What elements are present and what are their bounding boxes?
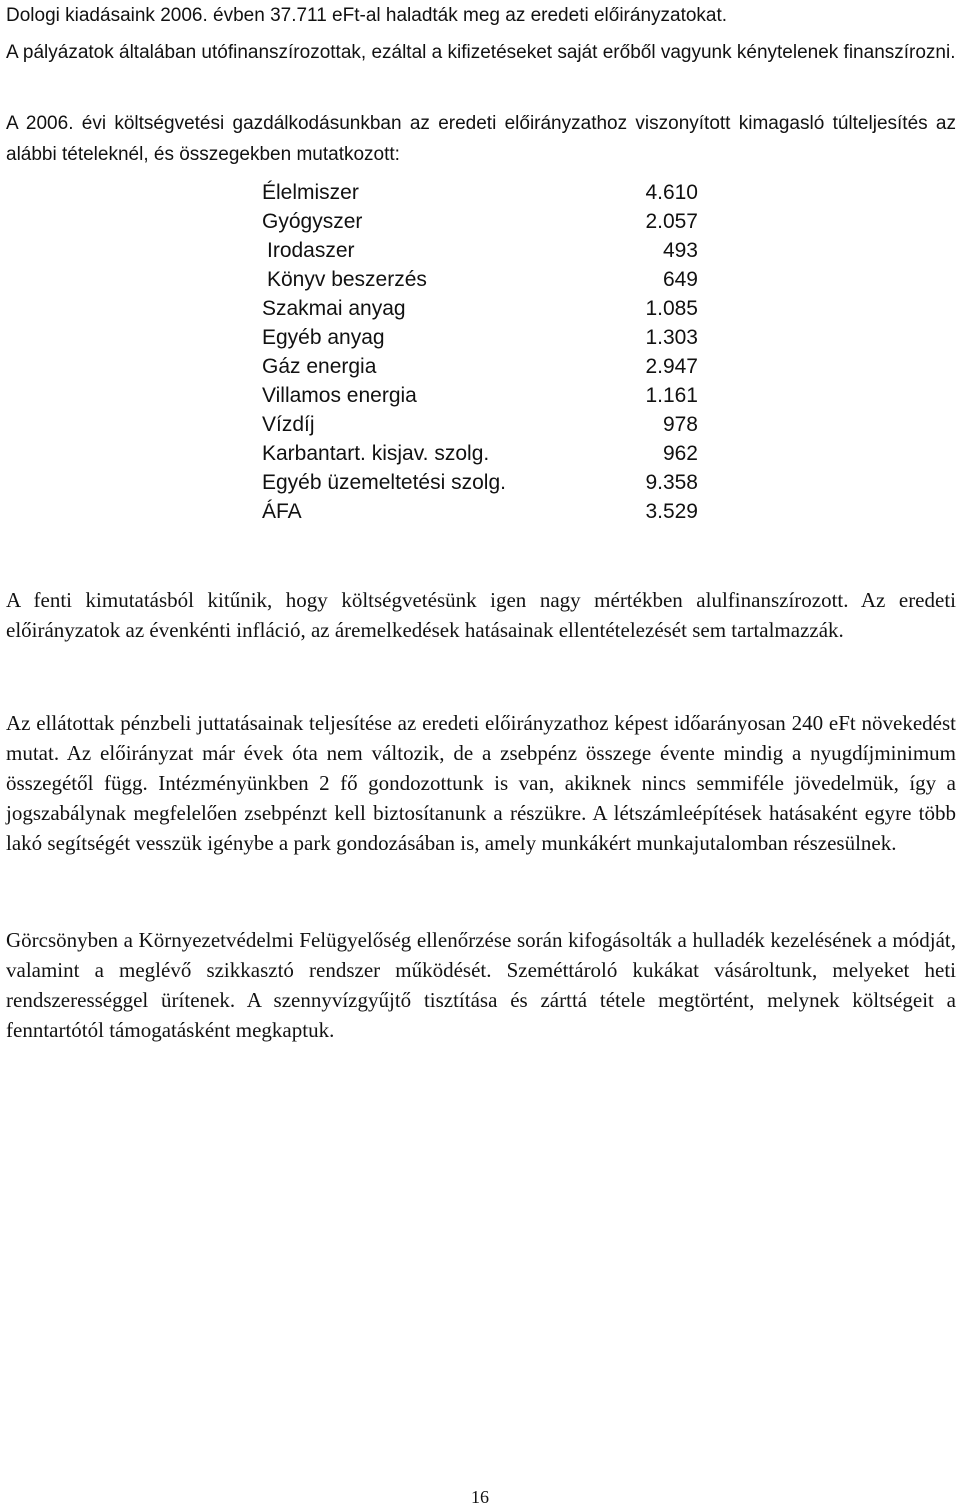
table-row [262,468,722,497]
summary-paragraph: A fenti kimutatásból kitűnik, hogy költségvetésünk igen nagy mértékben alulfinanszírozott. Az eredeti előirányzatok az évenkénti infláció, az áremelkedések hatásainak ellentételezését sem tartalmazzák. [6,588,956,642]
item-value: 4.610 [645,181,698,204]
item-label: Villamos energia [262,384,417,407]
item-value: 1.085 [645,297,698,320]
page-number: 16 [471,1487,489,1507]
expense-table [262,178,722,526]
table-row [262,294,722,323]
item-label: Egyéb üzemeltetési szolg. [262,471,506,494]
intro-line-1: Dologi kiadásaink 2006. évben 37.711 eFt-al haladták meg az eredeti előirányzatokat. [6,5,728,26]
item-label: Gyógyszer [262,210,363,233]
item-value: 9.358 [645,471,698,494]
table-row [262,265,722,294]
environment-paragraph: Görcsönyben a Környezetvédelmi Felügyelőség ellenőrzése során kifogásolták a hulladék kezelésének a módját, valamint a meglévő szikkasztó rendszer működését. Szeméttároló kukákat vásároltunk, melyeket heti rendszerességgel ürítenek. A szennyvízgyűjtő tisztítása és zárttá tétele megtörtént, melynek költségeit a fenntartótól támogatásként megkaptuk. [6,928,956,1042]
item-value: 1.161 [645,384,698,407]
table-row [262,178,722,207]
item-value: 493 [662,239,698,262]
intro-paragraph-2: A pályázatok általában utófinanszírozottak, ezáltal a kifizetéseket saját erőből vagyunk kénytelenek finanszírozni. [6,42,956,63]
table-row [262,381,722,410]
table-row [262,236,722,265]
table-row [262,352,722,381]
table-row [262,410,722,439]
table-row [262,497,722,526]
item-value: 2.947 [645,355,698,378]
item-label: Vízdíj [262,413,315,436]
item-value: 1.303 [645,326,698,349]
item-value: 649 [662,268,698,291]
item-value: 2.057 [645,210,698,233]
item-label: Irodaszer [267,239,355,262]
table-row [262,207,722,236]
item-label: Könyv beszerzés [267,268,427,291]
item-label: Gáz energia [262,355,377,378]
item-label: Karbantart. kisjav. szolg. [262,442,490,465]
item-value: 978 [662,413,698,436]
table-row [262,439,722,468]
table-row [262,323,722,352]
item-value: 3.529 [645,500,698,523]
intro-paragraph-3: A 2006. évi költségvetési gazdálkodásunkban az eredeti előirányzathoz viszonyított kimagasló túlteljesítés az alábbi tételeknél, és összegekben mutatkozott: [6,113,956,165]
item-label: Élelmiszer [262,181,359,204]
allowance-paragraph: Az ellátottak pénzbeli juttatásainak teljesítése az eredeti előirányzathoz képest időarányosan 240 eFt növekedést mutat. Az előirányzat már évek óta nem változik, de a zsebpénz összege évente mindig a nyugdíjminimum összegétől függ. Intézményünkben 2 fő gondozottunk is van, akiknek nincs semmiféle jövedelmük, így a jogszabálynak megfelelően zsebpénzt kell biztosítanunk a részükre. A létszámleépítések hatásaként egyre több lakó segítségét vesszük igénybe a park gondozásában is, amely munkákért munkajutalomban részesülnek. [6,711,956,855]
item-label: Szakmai anyag [262,297,406,320]
item-value: 962 [662,442,698,465]
item-label: Egyéb anyag [262,326,385,349]
item-label: ÁFA [262,500,302,523]
